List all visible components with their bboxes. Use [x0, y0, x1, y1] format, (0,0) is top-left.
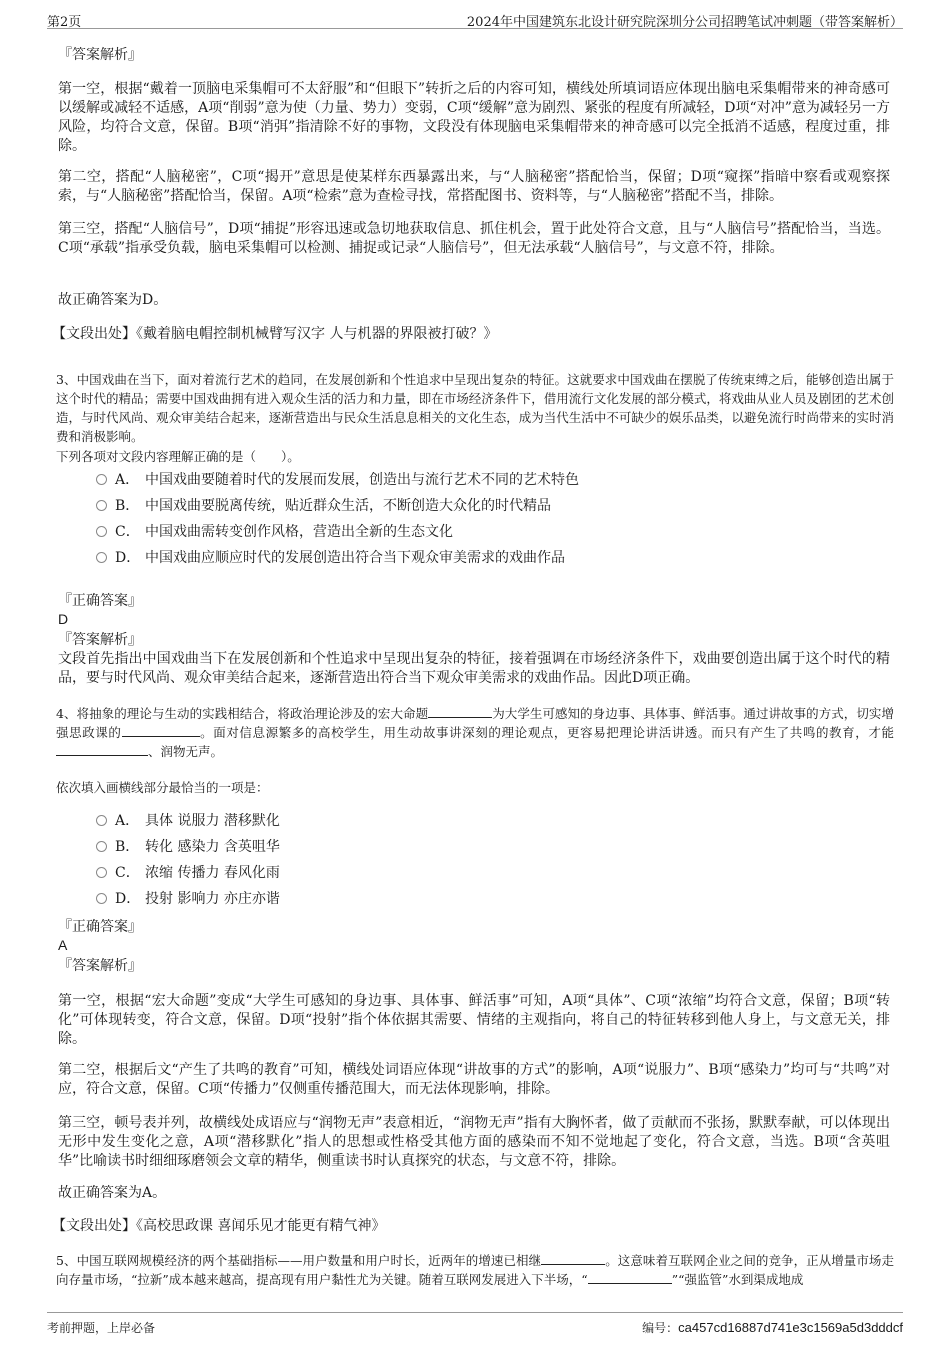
q4-stem: 4、将抽象的理论与生动的实践相结合，将政治理论涉及的宏大命题 为大学生可感知的身边事、具体事、鲜活事。通过讲故事的方式，切实增强思政课的 。面对信息源繁多的高校学生，用生动故事讲深刻的理论观点，更容易把理论讲活讲透。而只有产生了共鸣的教育，才能、润物无声。	[56, 706, 894, 759]
q3-option-b[interactable]: B． 中国戏曲要脱离传统，贴近群众生活，不断创造大众化的时代精品	[96, 496, 551, 516]
q4-question: 依次填入画横线部分最恰当的一项是：	[56, 780, 269, 795]
q3-option-c[interactable]: C． 中国戏曲需转变创作风格，营造出全新的生态文化	[96, 522, 453, 542]
q2-analysis-title: 『答案解析』	[58, 47, 142, 63]
q4-correct-answer: A	[58, 937, 68, 953]
q4-option-c[interactable]: C． 浓缩 传播力 春风化雨	[96, 863, 280, 883]
radio-icon[interactable]	[96, 893, 107, 904]
q5-stem: 5、中国互联网规模经济的两个基础指标——用户数量和用户时长，近两年的增速已相继 。这意味着互联网企业之间的竞争，正从增量市场走向存量市场，“拉新”成本越来越高，提高现有用户黏性尤为关键。随着互联网发展进入下半场，“ ”“强监管”水到渠成地成	[56, 1253, 894, 1287]
fill-blank	[428, 705, 492, 718]
q4-analysis-title: 『答案解析』	[58, 958, 142, 974]
q2-analysis-p3: 第三空，搭配“人脑信号”，D项“捕捉”形容迅速或急切地获取信息、抓住机会，置于此处符合文意，且与“人脑信号”搭配恰当，当选。C项“承载”指承受负载，脑电采集帽可以检测、捕捉或记录“人脑信号”，但无法承载“人脑信号”，与文意不符，排除。	[58, 221, 890, 256]
fill-blank	[56, 743, 148, 756]
radio-icon[interactable]	[96, 867, 107, 878]
q3-option-a[interactable]: A． 中国戏曲要随着时代的发展而发展，创造出与流行艺术不同的艺术特色	[96, 470, 579, 490]
q3-option-d[interactable]: D． 中国戏曲应顺应时代的发展创造出符合当下观众审美需求的戏曲作品	[96, 548, 565, 568]
radio-icon[interactable]	[96, 841, 107, 852]
q4-correct-title: 『正确答案』	[58, 919, 142, 935]
fill-blank	[541, 1252, 605, 1265]
document-code: 编号：ca457cd16887d741e3c1569a5d3dddcf	[642, 1320, 903, 1335]
radio-icon[interactable]	[96, 815, 107, 826]
q4-conclusion: 故正确答案为A。	[58, 1185, 167, 1201]
fill-blank	[588, 1271, 672, 1284]
page-header	[47, 8, 903, 29]
q2-analysis-p2: 第二空，搭配“人脑秘密”，C项“揭开”意思是使某样东西暴露出来，与“人脑秘密”搭配恰当，保留；D项“窥探”指暗中察看或观察探索，与“人脑秘密”搭配恰当，保留。A项“检索”意为查检寻找，常搭配图书、资料等，与“人脑秘密”搭配不当，排除。	[58, 169, 890, 204]
q2-analysis-p1: 第一空，根据“戴着一顶脑电采集帽可不太舒服”和“但眼下”转折之后的内容可知，横线处所填词语应体现出脑电采集帽带来的神奇感可以缓解或减轻不适感，A项“削弱”意为使（力量、势力）变弱，C项“缓解”意为剧烈、紧张的程度有所减轻，D项“对冲”意为减轻另一方风险，均符合文意，保留。B项“消弭”指清除不好的事物，文段没有体现脑电采集帽带来的神奇感可以完全抵消不适感，程度过重，排除。	[58, 81, 890, 154]
radio-icon[interactable]	[96, 474, 107, 485]
q4-analysis-p2: 第二空，根据后文“产生了共鸣的教育”可知，横线处词语应体现“讲故事的方式”的影响，A项“说服力”、B项“感染力”均可与“共鸣”对应，符合文意，保留。C项“传播力”仅侧重传播范围大，而无法体现影响，排除。	[58, 1062, 890, 1097]
q4-analysis-p3: 第三空，顿号表并列，故横线处成语应与“润物无声”表意相近，“润物无声”指有大胸怀者，做了贡献而不张扬，默默奉献，可以体现出无形中发生变化之意，A项“潜移默化”指人的思想或性格受其他方面的感染而不知不觉地起了变化，符合文意，当选。B项“含英咀华”比喻读书时细细琢磨领会文章的精华，侧重读书时认真探究的状态，与文意不符，排除。	[58, 1115, 890, 1169]
q3-correct-answer: D	[58, 611, 69, 627]
q3-stem: 3、中国戏曲在当下，面对着流行艺术的趋同，在发展创新和个性追求中呈现出复杂的特征。这就要求中国戏曲在摆脱了传统束缚之后，能够创造出属于这个时代的精品；需要中国戏曲拥有进入观众生活的活力和力量，即在市场经济条件下，借用流行文化发展的部分模式，将戏曲从业人员及剧团的艺术创造，与时代风尚、观众审美结合起来，逐渐营造出与民众生活息息相关的文化生态，成为当代生活中不可缺少的娱乐品类，以避免流行时尚带来的实时消费和消极影响。	[56, 372, 894, 444]
q2-source: 【文段出处】《戴着脑电帽控制机械臂写汉字 人与机器的界限被打破？》	[52, 326, 498, 342]
q3-question: 下列各项对文段内容理解正确的是（ ）。	[56, 449, 300, 464]
q4-option-d[interactable]: D． 投射 影响力 亦庄亦谐	[96, 889, 280, 909]
fill-blank	[122, 724, 200, 737]
document-title: 2024年中国建筑东北设计研究院深圳分公司招聘笔试冲刺题（带答案解析）	[466, 15, 903, 30]
q4-analysis-p1: 第一空，根据“宏大命题”变成“大学生可感知的身边事、具体事、鲜活事”可知，A项“具体”、C项“浓缩”均符合文意，保留；B项“转化”可体现转变，符合文意，保留。D项“投射”指个体依据其需要、情绪的主观指向，将自己的特征转移到他人身上，与文意无关，排除。	[58, 993, 890, 1047]
radio-icon[interactable]	[96, 552, 107, 563]
q4-source: 【文段出处】《高校思政课 喜闻乐见才能更有精气神》	[52, 1218, 386, 1234]
page-footer	[47, 1312, 903, 1337]
radio-icon[interactable]	[96, 500, 107, 511]
q3-analysis: 文段首先指出中国戏曲当下在发展创新和个性追求中呈现出复杂的特征，接着强调在市场经济条件下，戏曲要创造出属于这个时代的精品，要与时代风尚、观众审美结合起来，逐渐营造出符合当下观众审美需求的戏曲作品。因此D项正确。	[58, 651, 890, 686]
footer-slogan: 考前押题，上岸必备	[47, 1321, 156, 1335]
q4-option-b[interactable]: B． 转化 感染力 含英咀华	[96, 837, 280, 857]
radio-icon[interactable]	[96, 526, 107, 537]
q3-analysis-title: 『答案解析』	[58, 632, 142, 648]
q4-option-a[interactable]: A． 具体 说服力 潜移默化	[96, 811, 280, 831]
page-number: 第2页	[47, 15, 82, 30]
q3-correct-title: 『正确答案』	[58, 593, 142, 609]
q2-conclusion: 故正确答案为D。	[58, 292, 168, 308]
